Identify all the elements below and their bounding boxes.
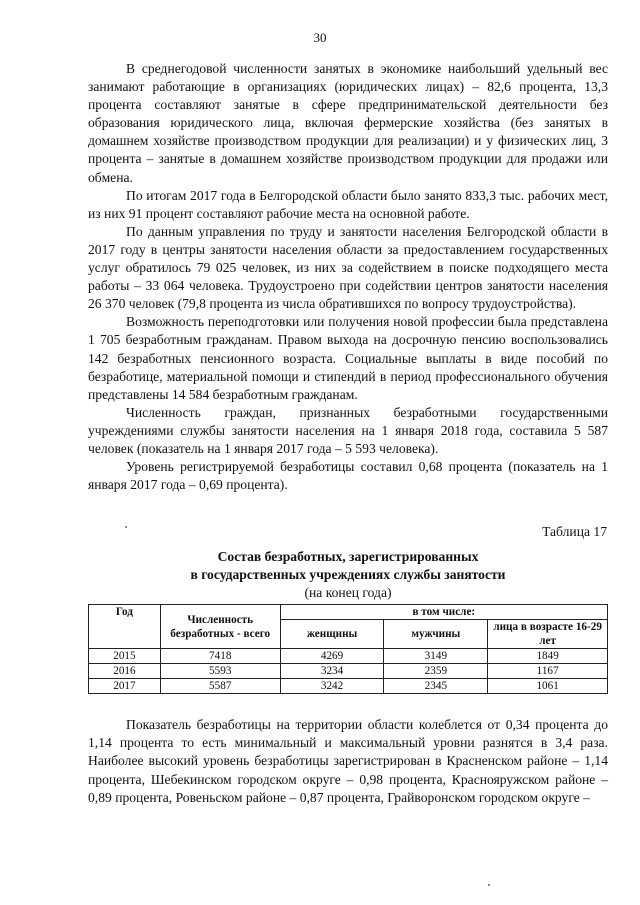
header-men: мужчины: [384, 620, 488, 649]
cell-youth: 1849: [488, 649, 608, 664]
cell-total: 7418: [160, 649, 280, 664]
paragraph: Численность граждан, признанных безработными государственными учреждениями службы занятости населения на 1 января 2018 года, составила 5 587 человек (показатель на 1 января 2017 года – 5 593 человека).: [88, 404, 608, 456]
cell-total: 5587: [160, 679, 280, 694]
cell-total: 5593: [160, 664, 280, 679]
scan-speck: [125, 526, 127, 528]
header-including: в том числе:: [280, 605, 607, 620]
header-women: женщины: [280, 620, 384, 649]
paragraph: Показатель безработицы на территории области колеблется от 0,34 процента до 1,14 процента то есть минимальный и максимальный уровни разнятся в 3,4 раза. Наиболее высокий уровень безработицы зарегистрирован в Красненском районе – 1,14 процента, Шебекинском городском округе – 0,98 процента, Краснояружском районе – 0,89 процента, Ровеньском районе – 0,87 процента, Грайворонском городском округе –: [88, 717, 608, 805]
table-subtitle: (на конец года): [304, 585, 392, 600]
cell-men: 2345: [384, 679, 488, 694]
cell-women: 3242: [280, 679, 384, 694]
cell-youth: 1167: [488, 664, 608, 679]
header-total: Численность безработных - всего: [160, 605, 280, 649]
cell-year: 2016: [89, 664, 161, 679]
paragraph: По итогам 2017 года в Белгородской области было занято 833,3 тыс. рабочих мест, из них 91 процент составляют рабочие места на основной работе.: [88, 187, 608, 221]
paragraph: В среднегодовой численности занятых в экономике наибольший удельный вес занимают работающие в организациях (юридических лицах) – 82,6 процента, 13,3 процента составляют занятые в сфере предпринимательской деятельности без образования юридического лица, включая фермерские хозяйства (без занятых в домашнем хозяйстве производством продукции для реализации) и у физических лиц, 3 процента – занятые в домашнем хозяйстве производством продукции для продажи или обмена.: [88, 61, 608, 185]
scan-speck: [488, 884, 490, 886]
paragraph: Возможность переподготовки или получения новой профессии была представлена 1 705 безработным гражданам. Правом выхода на досрочную пенсию воспользовались 142 безработных пенсионного возраста. Социальные выплаты в виде пособий по безработице, материальной помощи и стипендий в период профессионального обучения представлены 14 584 безработным гражданам.: [88, 314, 608, 402]
table-row: [89, 664, 608, 679]
table-title-line-2: в государственных учреждениях службы занятости: [190, 567, 506, 582]
table-row: [89, 649, 608, 664]
cell-women: 3234: [280, 664, 384, 679]
table-row: [89, 679, 608, 694]
body-text: [88, 60, 608, 494]
table-title-line-1: Состав безработных, зарегистрированных: [217, 549, 479, 564]
cell-men: 3149: [384, 649, 488, 664]
header-year: Год: [89, 605, 161, 649]
header-youth: лица в возрасте 16-29 лет: [488, 620, 608, 649]
cell-year: 2017: [89, 679, 161, 694]
table-title: [88, 548, 608, 602]
paragraph: Уровень регистрируемой безработицы составил 0,68 процента (показатель на 1 января 2017 года – 0,69 процента).: [88, 459, 608, 493]
cell-year: 2015: [89, 649, 161, 664]
cell-men: 2359: [384, 664, 488, 679]
body-text-after-table: [88, 716, 608, 807]
unemployed-table: [88, 604, 608, 694]
page-number: 30: [313, 30, 327, 45]
cell-youth: 1061: [488, 679, 608, 694]
cell-women: 4269: [280, 649, 384, 664]
table-label: Таблица 17: [542, 524, 607, 539]
paragraph: По данным управления по труду и занятости населения Белгородской области в 2017 году в центры занятости населения области за предоставлением государственных услуг обратилось 79 025 человек, из них за содействием в поиске подходящего места работы – 33 064 человека. Трудоустроено при содействии центров занятости населения 26 370 человек (79,8 процента из числа обратившихся по вопросу трудоустройства).: [88, 223, 608, 312]
